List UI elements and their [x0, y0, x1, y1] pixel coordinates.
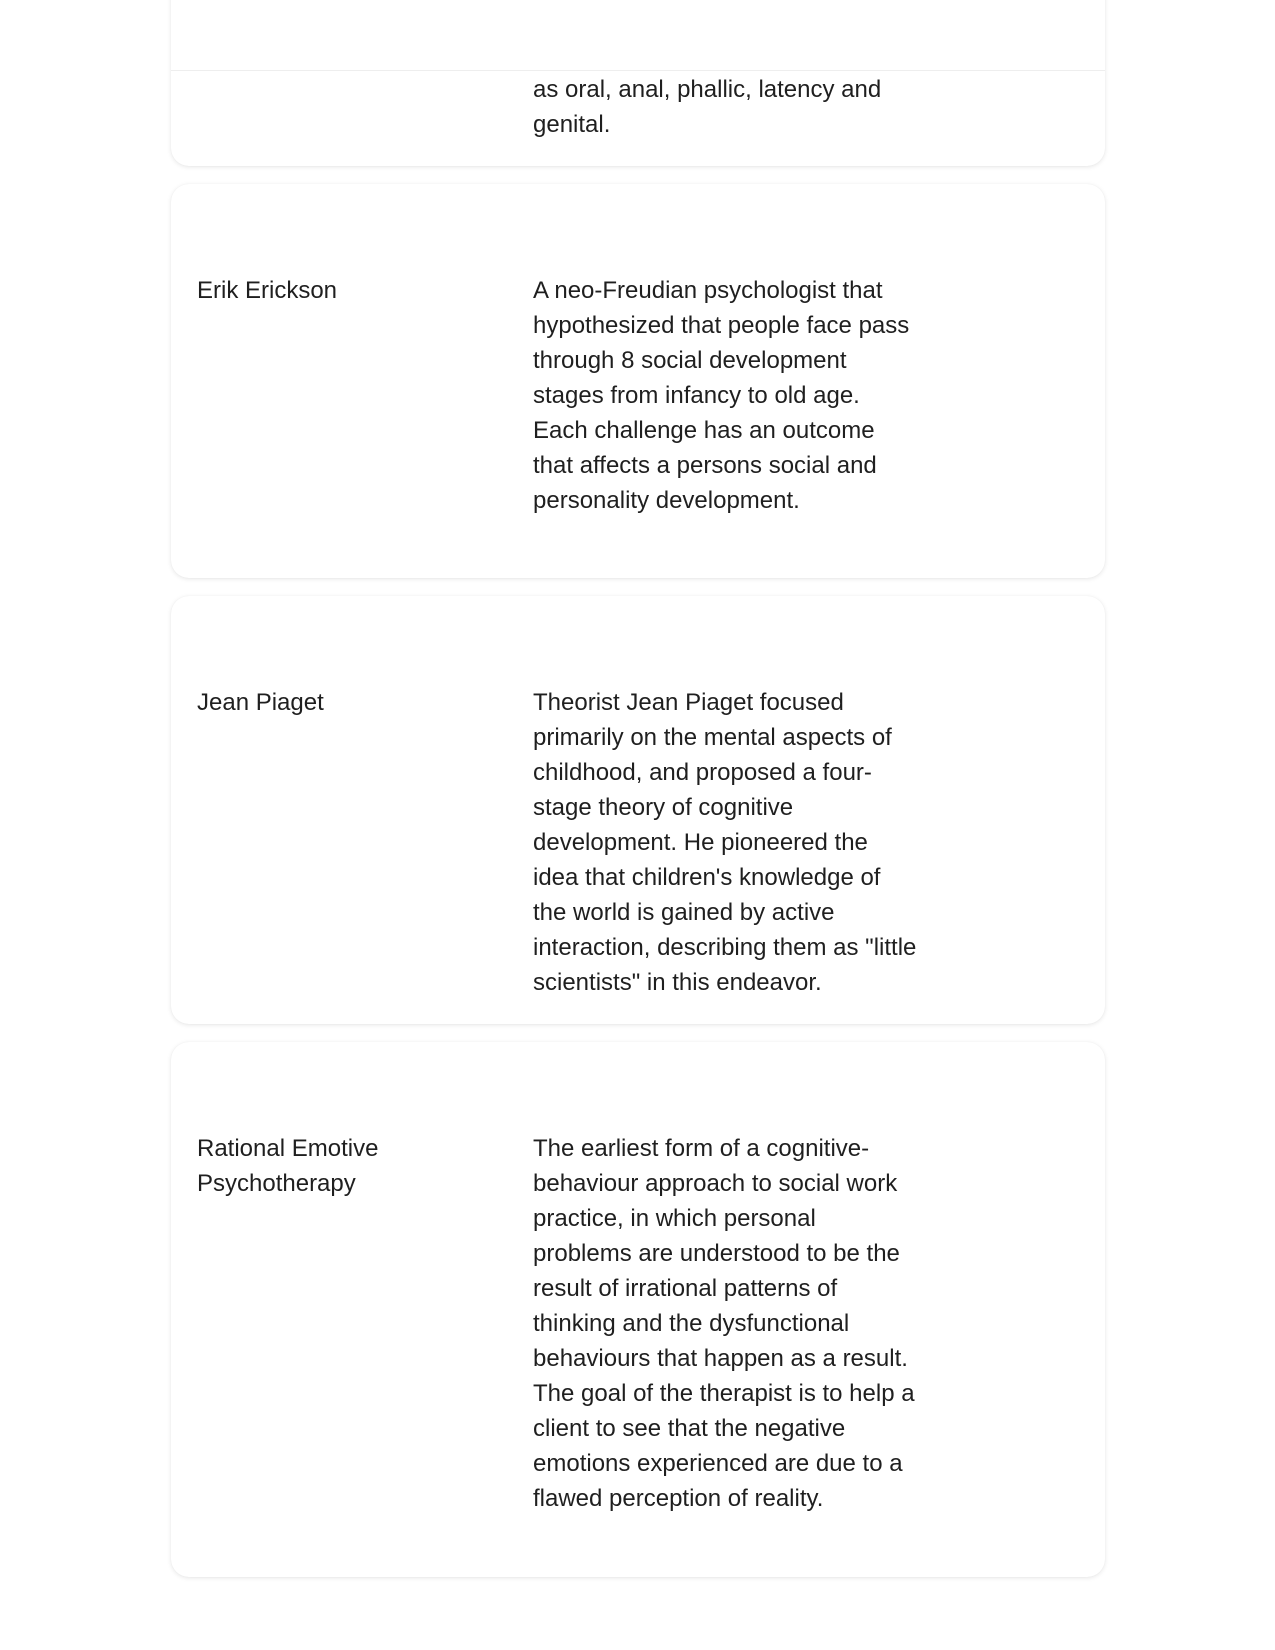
- flashcard-row: [171, 1042, 1105, 1577]
- card-definition: The earliest form of a cognitive-behaviour approach to social work practice, in which personal problems are understood to be the result of irrational patterns of thinking and the dysfunctional behaviours that happen as a result. The goal of the therapist is to help a client to see that the negative emotions experienced are due to a flawed perception of reality.: [533, 1135, 915, 1512]
- header-strip: [171, 0, 1105, 71]
- flashcard-row: [171, 184, 1105, 578]
- card-definition: as oral, anal, phallic, latency and genital.: [533, 76, 882, 138]
- card-term: Rational Emotive Psychotherapy: [197, 1135, 379, 1197]
- card-term: Erik Erickson: [197, 277, 338, 304]
- card-term: Jean Piaget: [197, 689, 324, 716]
- card-definition: A neo-Freudian psychologist that hypothesized that people face pass through 8 social development stages from infancy to old age. Each challenge has an outcome that affects a persons social and personality development.: [533, 277, 910, 514]
- flashcard-row: [171, 596, 1105, 1024]
- card-definition: Theorist Jean Piaget focused primarily on the mental aspects of childhood, and proposed a four-stage theory of cognitive development. He pioneered the idea that children's knowledge of the world is gained by active interaction, describing them as "little scientists" in this endeavor.: [533, 689, 917, 996]
